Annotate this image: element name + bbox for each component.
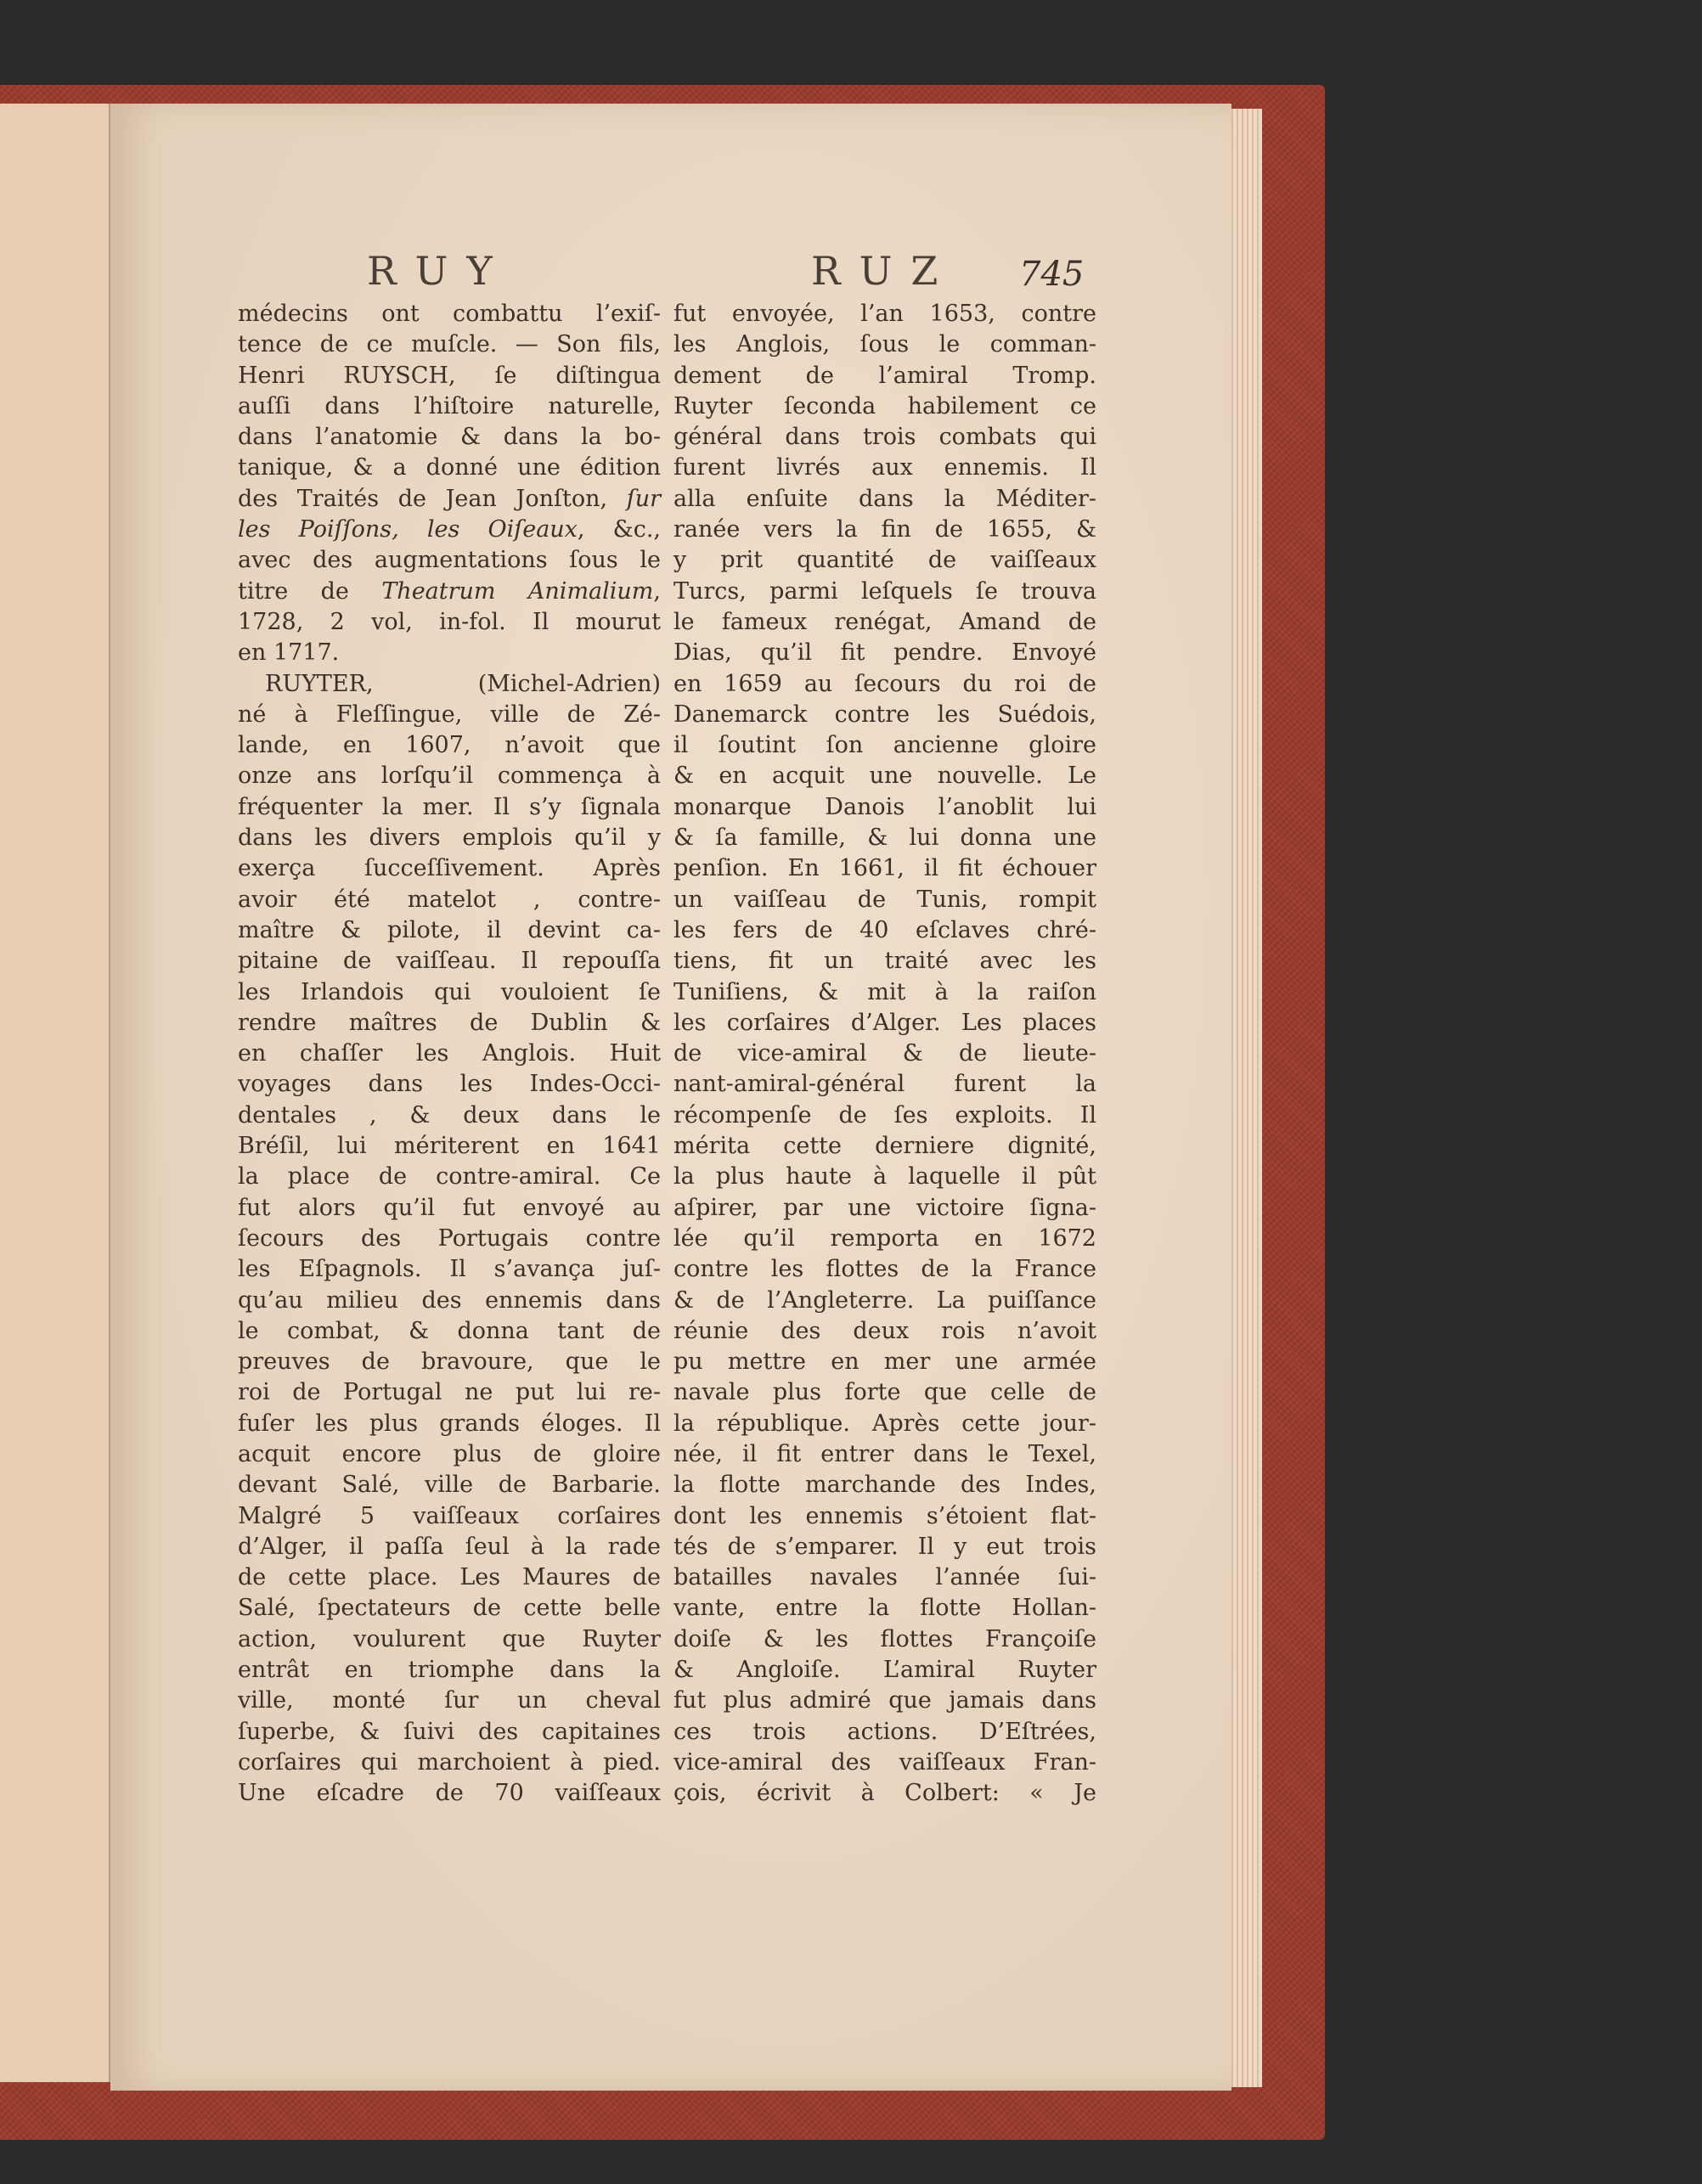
text-line: en 1717. bbox=[238, 639, 340, 667]
text-line: & en acquit une nouvelle. Le bbox=[673, 763, 1096, 790]
text-line: pitaine de vaiſſeau. Il repouſſa bbox=[238, 948, 661, 975]
text-line: lée qu’il remporta en 1672 bbox=[673, 1224, 1096, 1252]
text-line: le combat, & donna tant de bbox=[238, 1317, 661, 1344]
running-head-right: RUZ bbox=[811, 248, 957, 294]
text-line: les corſaires d’Alger. Les places bbox=[673, 1009, 1096, 1036]
text-line: contre les flottes de la France bbox=[673, 1256, 1096, 1283]
text-line: Ruyter ſeconda habilement ce bbox=[673, 392, 1096, 419]
text-line: la plus haute à laquelle il pût bbox=[673, 1163, 1096, 1191]
text-line: & de l’Angleterre. La puiſſance bbox=[673, 1286, 1096, 1314]
text-line: en 1659 au ſecours du roi de bbox=[673, 670, 1096, 697]
text-line: vice-amiral des vaiſſeaux Fran- bbox=[673, 1748, 1096, 1776]
text-line: dans l’anatomie & dans la bo- bbox=[238, 424, 661, 451]
text-line: médecins ont combattu l’exiſ- bbox=[238, 301, 661, 327]
text-line: fut plus admiré que jamais dans bbox=[673, 1687, 1096, 1714]
text-line: vante, entre la flotte Hollan- bbox=[673, 1595, 1096, 1622]
text-line: & Angloiſe. L’amiral Ruyter bbox=[673, 1657, 1096, 1684]
text-line: le fameux renégat, Amand de bbox=[673, 608, 1096, 635]
text-line: voyages dans les Indes-Occi- bbox=[238, 1071, 661, 1098]
text-line: Dias, qu’il fit pendre. Envoyé bbox=[673, 639, 1096, 667]
text-column-right bbox=[673, 299, 1096, 1810]
text-segment: , bbox=[653, 577, 661, 605]
text-line: réunie des deux rois n’avoit bbox=[673, 1317, 1096, 1344]
text-line: les Irlandois qui vouloient ſe bbox=[238, 978, 661, 1005]
text-line: lande, en 1607, n’avoit que bbox=[238, 732, 661, 759]
text-line: nant-amiral-général furent la bbox=[673, 1071, 1096, 1098]
text-line: dement de l’amiral Tromp. bbox=[673, 362, 1096, 389]
text-line: général dans trois combats qui bbox=[673, 424, 1096, 451]
text-line bbox=[238, 515, 661, 545]
text-line: née, il fit entrer dans le Texel, bbox=[673, 1440, 1096, 1467]
text-line: la flotte marchande des Indes, bbox=[673, 1472, 1096, 1499]
text-line: dentales , & deux dans le bbox=[238, 1101, 661, 1129]
text-segment: titre de bbox=[238, 577, 382, 605]
text-line: acquit encore plus de gloire bbox=[238, 1440, 661, 1467]
text-line: les fers de 40 eſclaves chré- bbox=[673, 916, 1096, 943]
italic-title: ſur bbox=[626, 485, 661, 512]
text-line: devant Salé, ville de Barbarie. bbox=[238, 1472, 661, 1499]
text-line: fut envoyée, l’an 1653, contre bbox=[673, 301, 1096, 327]
text-line: maître & pilote, il devint ca- bbox=[238, 916, 661, 943]
text-column-left bbox=[238, 299, 661, 1810]
italic-title: les Poiſſons, les Oiſeaux bbox=[238, 516, 578, 543]
text-line: ces trois actions. D’Eſtrées, bbox=[673, 1718, 1096, 1745]
text-line: alla enſuite dans la Méditer- bbox=[673, 485, 1096, 512]
text-line: tiens, fit un traité avec les bbox=[673, 948, 1096, 975]
text-line: récompenſe de ſes exploits. Il bbox=[673, 1101, 1096, 1129]
text-line: action, voulurent que Ruyter bbox=[238, 1625, 661, 1652]
text-line: qu’au milieu des ennemis dans bbox=[238, 1286, 661, 1314]
text-line bbox=[238, 484, 661, 515]
text-line: onze ans lorſqu’il commença à bbox=[238, 763, 661, 790]
text-line: monarque Danois l’anoblit lui bbox=[673, 793, 1096, 820]
text-line: fuſer les plus grands éloges. Il bbox=[238, 1410, 661, 1437]
text-line: & ſa famille, & lui donna une bbox=[673, 825, 1096, 852]
text-line: aſpirer, par une victoire ſigna- bbox=[673, 1194, 1096, 1221]
text-line: doiſe & les flottes Françoiſe bbox=[673, 1625, 1096, 1652]
text-line: ſecours des Portugais contre bbox=[238, 1224, 661, 1252]
text-line: la république. Après cette jour- bbox=[673, 1410, 1096, 1437]
left-page-edge bbox=[0, 104, 110, 2082]
text-segment: , &c., bbox=[577, 516, 661, 543]
text-line: Danemarck contre les Suédois, bbox=[673, 701, 1096, 728]
text-line: entrât en triomphe dans la bbox=[238, 1657, 661, 1684]
text-line: Salé, ſpectateurs de cette belle bbox=[238, 1595, 661, 1622]
text-line: un vaiſſeau de Tunis, rompit bbox=[673, 886, 1096, 913]
text-line: Malgré 5 vaiſſeaux corſaires bbox=[238, 1502, 661, 1529]
text-line: de cette place. Les Maures de bbox=[238, 1564, 661, 1591]
text-line: de vice-amiral & de lieute- bbox=[673, 1040, 1096, 1067]
text-line: Une eſcadre de 70 vaiſſeaux bbox=[238, 1780, 661, 1807]
text-line: furent livrés aux ennemis. Il bbox=[673, 454, 1096, 481]
text-line: roi de Portugal ne put lui re- bbox=[238, 1379, 661, 1406]
text-line: tanique, & a donné une édition bbox=[238, 454, 661, 481]
text-line: d’Alger, il paſſa ſeul à la rade bbox=[238, 1533, 661, 1560]
text-line: il ſoutint ſon ancienne gloire bbox=[673, 732, 1096, 759]
text-line: auſſi dans l’hiſtoire naturelle, bbox=[238, 392, 661, 419]
text-line: ſuperbe, & ſuivi des capitaines bbox=[238, 1718, 661, 1745]
text-line: Henri RUYSCH, ſe diſtingua bbox=[238, 362, 661, 389]
text-line: exerça ſucceſſivement. Après bbox=[238, 855, 661, 882]
text-line: rendre maîtres de Dublin & bbox=[238, 1009, 661, 1036]
text-line: Tuniſiens, & mit à la raiſon bbox=[673, 978, 1096, 1005]
text-line: les Anglois, ſous le comman- bbox=[673, 331, 1096, 358]
text-segment: des Traités de Jean Jonſton, bbox=[238, 485, 627, 512]
running-head-left: RUY bbox=[367, 248, 511, 294]
text-line: y prit quantité de vaiſſeaux bbox=[673, 547, 1096, 574]
text-line: la place de contre-amiral. Ce bbox=[238, 1163, 661, 1191]
text-line: dont les ennemis s’étoient flat- bbox=[673, 1502, 1096, 1529]
text-line: pu mettre en mer une armée bbox=[673, 1348, 1096, 1376]
text-line: navale plus forte que celle de bbox=[673, 1379, 1096, 1406]
text-line: tés de s’emparer. Il y eut trois bbox=[673, 1533, 1096, 1560]
text-line: né à Fleſſingue, ville de Zé- bbox=[238, 701, 661, 728]
text-line: mérita cette derniere dignité, bbox=[673, 1133, 1096, 1160]
text-line: fut alors qu’il fut envoyé au bbox=[238, 1194, 661, 1221]
text-line: avec des augmentations ſous le bbox=[238, 547, 661, 574]
text-line: çois, écrivit à Colbert: « Je bbox=[673, 1780, 1096, 1807]
text-line: en chaſſer les Anglois. Huit bbox=[238, 1040, 661, 1067]
italic-title: Theatrum Animalium bbox=[381, 577, 654, 605]
text-line: corſaires qui marchoient à pied. bbox=[238, 1748, 661, 1776]
text-line: Turcs, parmi leſquels ſe trouva bbox=[673, 577, 1096, 605]
text-line: ranée vers la fin de 1655, & bbox=[673, 516, 1096, 543]
text-line: dans les divers emplois qu’il y bbox=[238, 825, 661, 852]
text-line bbox=[238, 577, 661, 607]
page-number: 745 bbox=[1019, 255, 1085, 294]
text-line: batailles navales l’année ſui- bbox=[673, 1564, 1096, 1591]
text-line: RUYTER, (Michel-Adrien) bbox=[265, 670, 661, 697]
text-line: les Eſpagnols. Il s’avança juſ- bbox=[238, 1256, 661, 1283]
text-line: Bréſil, lui mériterent en 1641 bbox=[238, 1133, 661, 1160]
text-line: avoir été matelot , contre- bbox=[238, 886, 661, 913]
text-line: 1728, 2 vol, in-fol. Il mourut bbox=[238, 608, 661, 635]
text-line: tence de ce muſcle. — Son fils, bbox=[238, 331, 661, 358]
text-line: preuves de bravoure, que le bbox=[238, 1348, 661, 1376]
text-line: penſion. En 1661, il fit échouer bbox=[673, 855, 1096, 882]
text-line: fréquenter la mer. Il s’y ſignala bbox=[238, 793, 661, 820]
text-line: ville, monté ſur un cheval bbox=[238, 1687, 661, 1714]
